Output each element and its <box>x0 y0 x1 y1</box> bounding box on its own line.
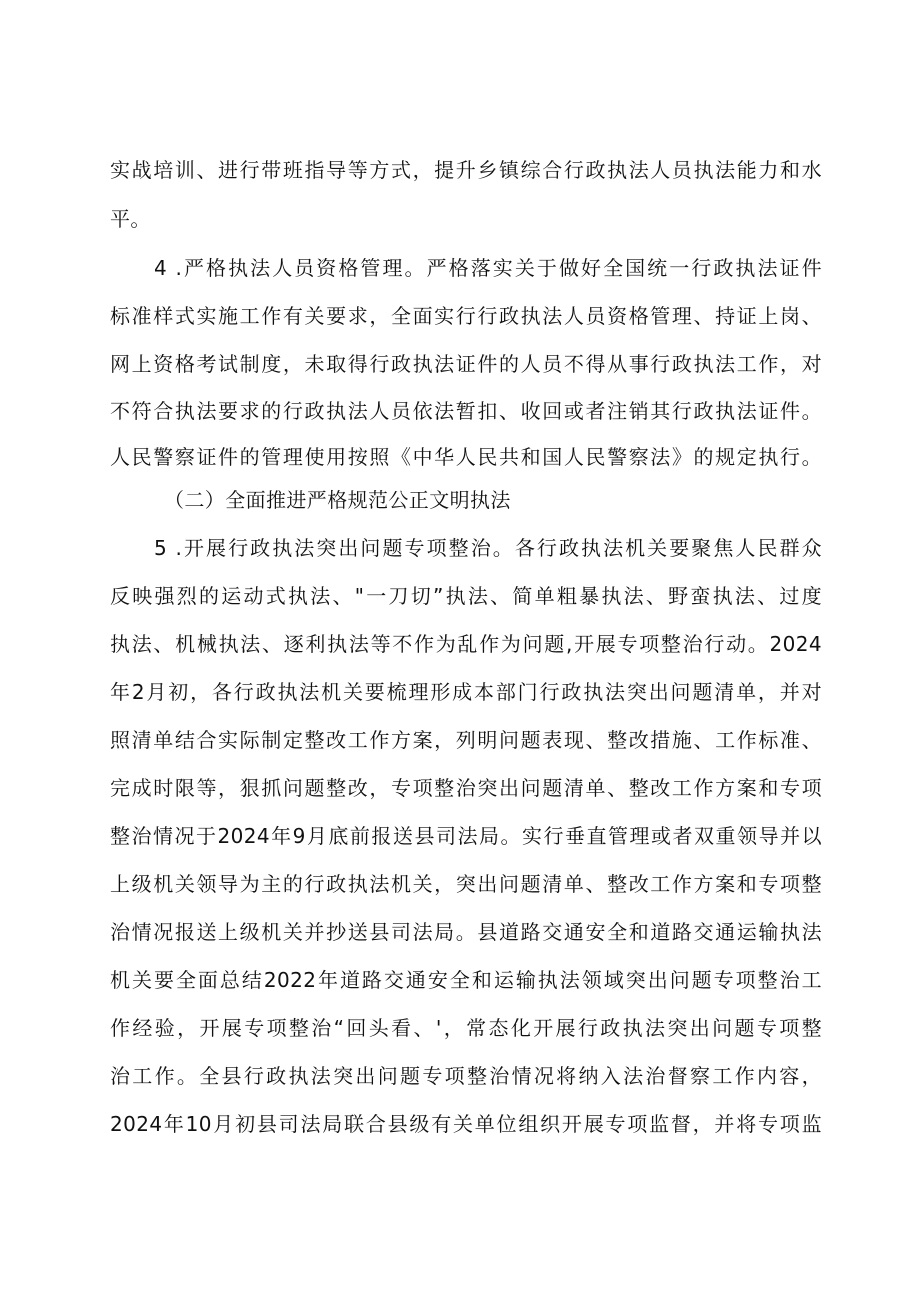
paragraph-line: 照清单结合实际制定整改工作方案，列明问题表现、整改措施、工作标准、 <box>110 728 822 752</box>
paragraph-line: 治情况报送上级机关并抄送县司法局。县道路交通安全和道路交通运输执法 <box>110 920 822 944</box>
paragraph-line: 作经验，开展专项整治“回头看、'，常态化开展行政执法突出问题专项整 <box>110 1016 822 1040</box>
paragraph-line: 反映强烈的运动式执法、"一刀切”执法、简单粗暴执法、野蛮执法、过度 <box>110 584 822 608</box>
paragraph-line: 实战培训、进行带班指导等方式，提升乡镇综合行政执法人员执法能力和水 <box>110 158 822 182</box>
section-heading: （二）全面推进严格规范公正文明执法 <box>164 488 511 512</box>
section-4-heading-line: 4 .严格执法人员资格管理。严格落实关于做好全国统一行政执法证件 <box>154 256 822 280</box>
paragraph-line: 不符合执法要求的行政执法人员依法暂扣、收回或者注销其行政执法证件。 <box>110 399 822 423</box>
section-5-heading-line: 5 .开展行政执法突出问题专项整治。各行政执法机关要聚焦人民群众 <box>154 536 822 560</box>
paragraph-line: 机关要全面总结2022年道路交通安全和运输执法领域突出问题专项整治工 <box>110 968 822 992</box>
paragraph-line: 完成时限等，狠抓问题整改，专项整治突出问题清单、整改工作方案和专项 <box>110 776 822 800</box>
paragraph-line: 年2月初，各行政执法机关要梳理形成本部门行政执法突出问题清单，并对 <box>110 680 822 704</box>
paragraph-line: 整治情况于2024年9月底前报送县司法局。实行垂直管理或者双重领导并以 <box>110 824 822 848</box>
paragraph-line: 标准样式实施工作有关要求，全面实行行政执法人员资格管理、持证上岗、 <box>110 304 822 328</box>
paragraph-line: 上级机关领导为主的行政执法机关，突出问题清单、整改工作方案和专项整 <box>110 872 822 896</box>
paragraph-line: 人民警察证件的管理使用按照《中华人民共和国人民警察法》的规定执行。 <box>110 445 822 469</box>
paragraph-line: 执法、机械执法、逐利执法等不作为乱作为问题,开展专项整治行动。2024 <box>110 632 822 656</box>
paragraph-line: 平。 <box>110 207 151 231</box>
paragraph-line: 治工作。全县行政执法突出问题专项整治情况将纳入法治督察工作内容， <box>110 1064 822 1088</box>
paragraph-line: 网上资格考试制度，未取得行政执法证件的人员不得从事行政执法工作，对 <box>110 352 822 376</box>
paragraph-line: 2024年10月初县司法局联合县级有关单位组织开展专项监督，并将专项监 <box>110 1112 822 1136</box>
